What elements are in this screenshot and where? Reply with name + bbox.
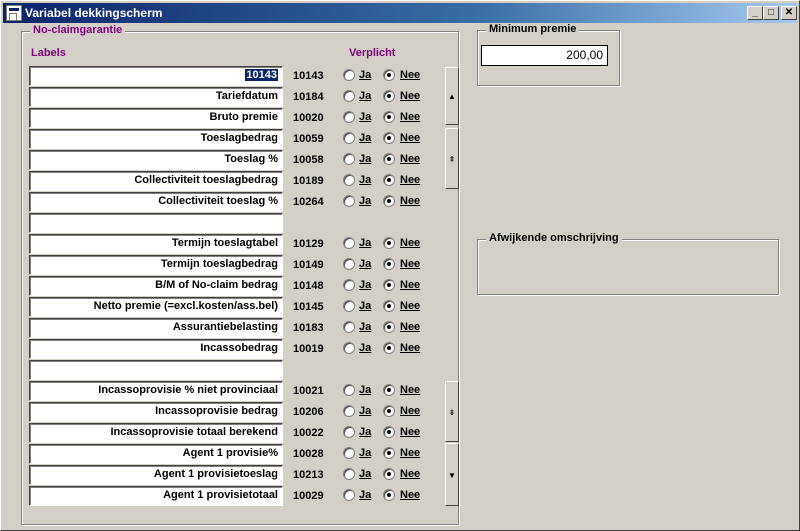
nee-radio[interactable]: [383, 342, 395, 354]
nee-radio[interactable]: [383, 153, 395, 165]
ja-radio[interactable]: [343, 195, 355, 207]
ja-radio[interactable]: [343, 237, 355, 249]
label-field[interactable]: Tariefdatum: [29, 87, 283, 107]
nee-label[interactable]: Nee: [400, 384, 421, 396]
nee-radio[interactable]: [383, 384, 395, 396]
label-field[interactable]: Incassoprovisie totaal berekend: [29, 423, 283, 443]
label-field[interactable]: Toeslagbedrag: [29, 129, 283, 149]
label-field[interactable]: [29, 66, 283, 86]
label-field[interactable]: Incassoprovisie bedrag: [29, 402, 283, 422]
ja-label[interactable]: Ja: [359, 195, 372, 207]
field-code: 10145: [293, 301, 324, 313]
ja-radio[interactable]: [343, 447, 355, 459]
ja-radio[interactable]: [343, 426, 355, 438]
nee-label[interactable]: Nee: [400, 426, 421, 438]
field-code: 10149: [293, 259, 324, 271]
label-field[interactable]: Termijn toeslagtabel: [29, 234, 283, 254]
nee-label[interactable]: Nee: [400, 174, 421, 186]
ja-label[interactable]: Ja: [359, 90, 372, 102]
nee-radio[interactable]: [383, 195, 395, 207]
nee-label[interactable]: Nee: [400, 489, 421, 501]
field-code: 10029: [293, 490, 324, 502]
field-code: 10184: [293, 91, 324, 103]
nee-label[interactable]: Nee: [400, 258, 421, 270]
nee-radio[interactable]: [383, 132, 395, 144]
field-code: 10189: [293, 175, 324, 187]
ja-radio[interactable]: [343, 489, 355, 501]
nee-radio[interactable]: [383, 279, 395, 291]
label-field[interactable]: Collectiviteit toeslag %: [29, 192, 283, 212]
nee-radio[interactable]: [383, 174, 395, 186]
ja-label[interactable]: Ja: [359, 342, 372, 354]
field-code: 10213: [293, 469, 324, 481]
ja-label[interactable]: Ja: [359, 300, 372, 312]
ja-label[interactable]: Ja: [359, 258, 372, 270]
nee-label[interactable]: Nee: [400, 405, 421, 417]
label-field[interactable]: B/M of No-claim bedrag: [29, 276, 283, 296]
nee-label[interactable]: Nee: [400, 468, 421, 480]
ja-radio[interactable]: [343, 111, 355, 123]
nee-radio[interactable]: [383, 321, 395, 333]
label-field[interactable]: Incassoprovisie % niet provinciaal: [29, 381, 283, 401]
field-code: 10129: [293, 238, 324, 250]
nee-label[interactable]: Nee: [400, 300, 421, 312]
nee-label[interactable]: Nee: [400, 132, 421, 144]
nee-radio[interactable]: [383, 447, 395, 459]
ja-label[interactable]: Ja: [359, 321, 372, 333]
ja-radio[interactable]: [343, 342, 355, 354]
label-field[interactable]: Collectiviteit toeslagbedrag: [29, 171, 283, 191]
nee-label[interactable]: Nee: [400, 279, 421, 291]
page-up-button[interactable]: ⇞: [445, 128, 459, 189]
nee-label[interactable]: Nee: [400, 447, 421, 459]
field-code: 10020: [293, 112, 324, 124]
label-field[interactable]: Toeslag %: [29, 150, 283, 170]
label-field[interactable]: Agent 1 provisietoeslag: [29, 465, 283, 485]
field-code: 10206: [293, 406, 324, 418]
nee-radio[interactable]: [383, 258, 395, 270]
nee-radio[interactable]: [383, 90, 395, 102]
field-code: 10143: [293, 70, 324, 82]
nee-label[interactable]: Nee: [400, 153, 421, 165]
ja-radio[interactable]: [343, 321, 355, 333]
nee-label[interactable]: Nee: [400, 321, 421, 333]
label-field[interactable]: [29, 213, 283, 233]
scroll-up-button[interactable]: ▲: [445, 67, 459, 125]
ja-radio[interactable]: [343, 174, 355, 186]
no-claim-group-title: No-claimgarantie: [30, 24, 125, 36]
ja-label[interactable]: Ja: [359, 384, 372, 396]
nee-label[interactable]: Nee: [400, 237, 421, 249]
label-field[interactable]: Termijn toeslagbedrag: [29, 255, 283, 275]
label-field[interactable]: Netto premie (=excl.kosten/ass.bel): [29, 297, 283, 317]
ja-label[interactable]: Ja: [359, 237, 372, 249]
ja-label[interactable]: Ja: [359, 405, 372, 417]
page-down-button[interactable]: ⇟: [445, 381, 459, 442]
field-code: 10021: [293, 385, 324, 397]
ja-radio[interactable]: [343, 300, 355, 312]
scroll-down-button[interactable]: ▼: [445, 443, 459, 506]
ja-label[interactable]: Ja: [359, 111, 372, 123]
ja-radio[interactable]: [343, 90, 355, 102]
label-field[interactable]: Agent 1 provisietotaal: [29, 486, 283, 506]
field-code: 10059: [293, 133, 324, 145]
field-code: 10058: [293, 154, 324, 166]
ja-radio[interactable]: [343, 69, 355, 81]
label-field[interactable]: Agent 1 provisie%: [29, 444, 283, 464]
ja-label[interactable]: Ja: [359, 279, 372, 291]
ja-radio[interactable]: [343, 468, 355, 480]
ja-radio[interactable]: [343, 132, 355, 144]
minimum-premie-input[interactable]: 200,00: [481, 45, 608, 66]
ja-label[interactable]: Ja: [359, 426, 372, 438]
ja-radio[interactable]: [343, 384, 355, 396]
field-code: 10148: [293, 280, 324, 292]
window-title: Variabel dekkingscherm: [25, 6, 163, 20]
ja-radio[interactable]: [343, 405, 355, 417]
selected-text: 10143: [246, 69, 277, 81]
ja-label[interactable]: Ja: [359, 468, 372, 480]
close-button[interactable]: ✕: [781, 6, 797, 20]
nee-label[interactable]: Nee: [400, 69, 421, 81]
ja-label[interactable]: Ja: [359, 69, 372, 81]
label-field[interactable]: Bruto premie: [29, 108, 283, 128]
ja-radio[interactable]: [343, 153, 355, 165]
label-field[interactable]: Incassobedrag: [29, 339, 283, 359]
nee-label[interactable]: Nee: [400, 90, 421, 102]
afwijkende-omschrijving-group: [477, 232, 779, 295]
field-code: 10019: [293, 343, 324, 355]
ja-label[interactable]: Ja: [359, 153, 372, 165]
labels-header: Labels: [31, 47, 66, 59]
nee-radio[interactable]: [383, 300, 395, 312]
nee-radio[interactable]: [383, 69, 395, 81]
field-code: 10183: [293, 322, 324, 334]
field-code: 10264: [293, 196, 324, 208]
minimum-premie-title: Minimum premie: [486, 23, 579, 35]
verplicht-header: Verplicht: [349, 47, 396, 59]
ja-label[interactable]: Ja: [359, 489, 372, 501]
nee-radio[interactable]: [383, 468, 395, 480]
label-field[interactable]: [29, 360, 283, 380]
ja-label[interactable]: Ja: [359, 174, 372, 186]
maximize-button[interactable]: □: [763, 6, 779, 20]
ja-radio[interactable]: [343, 279, 355, 291]
nee-radio[interactable]: [383, 405, 395, 417]
nee-radio[interactable]: [383, 237, 395, 249]
label-field[interactable]: Assurantiebelasting: [29, 318, 283, 338]
field-code: 10022: [293, 427, 324, 439]
nee-radio[interactable]: [383, 489, 395, 501]
field-code: 10028: [293, 448, 324, 460]
nee-radio[interactable]: [383, 111, 395, 123]
nee-label[interactable]: Nee: [400, 111, 421, 123]
nee-label[interactable]: Nee: [400, 342, 421, 354]
ja-label[interactable]: Ja: [359, 447, 372, 459]
nee-label[interactable]: Nee: [400, 195, 421, 207]
afwijkende-omschrijving-title: Afwijkende omschrijving: [486, 232, 622, 244]
ja-label[interactable]: Ja: [359, 132, 372, 144]
app-icon: [6, 5, 22, 21]
title-bar[interactable]: [3, 3, 797, 23]
nee-radio[interactable]: [383, 426, 395, 438]
minimize-button[interactable]: _: [747, 6, 763, 20]
ja-radio[interactable]: [343, 258, 355, 270]
